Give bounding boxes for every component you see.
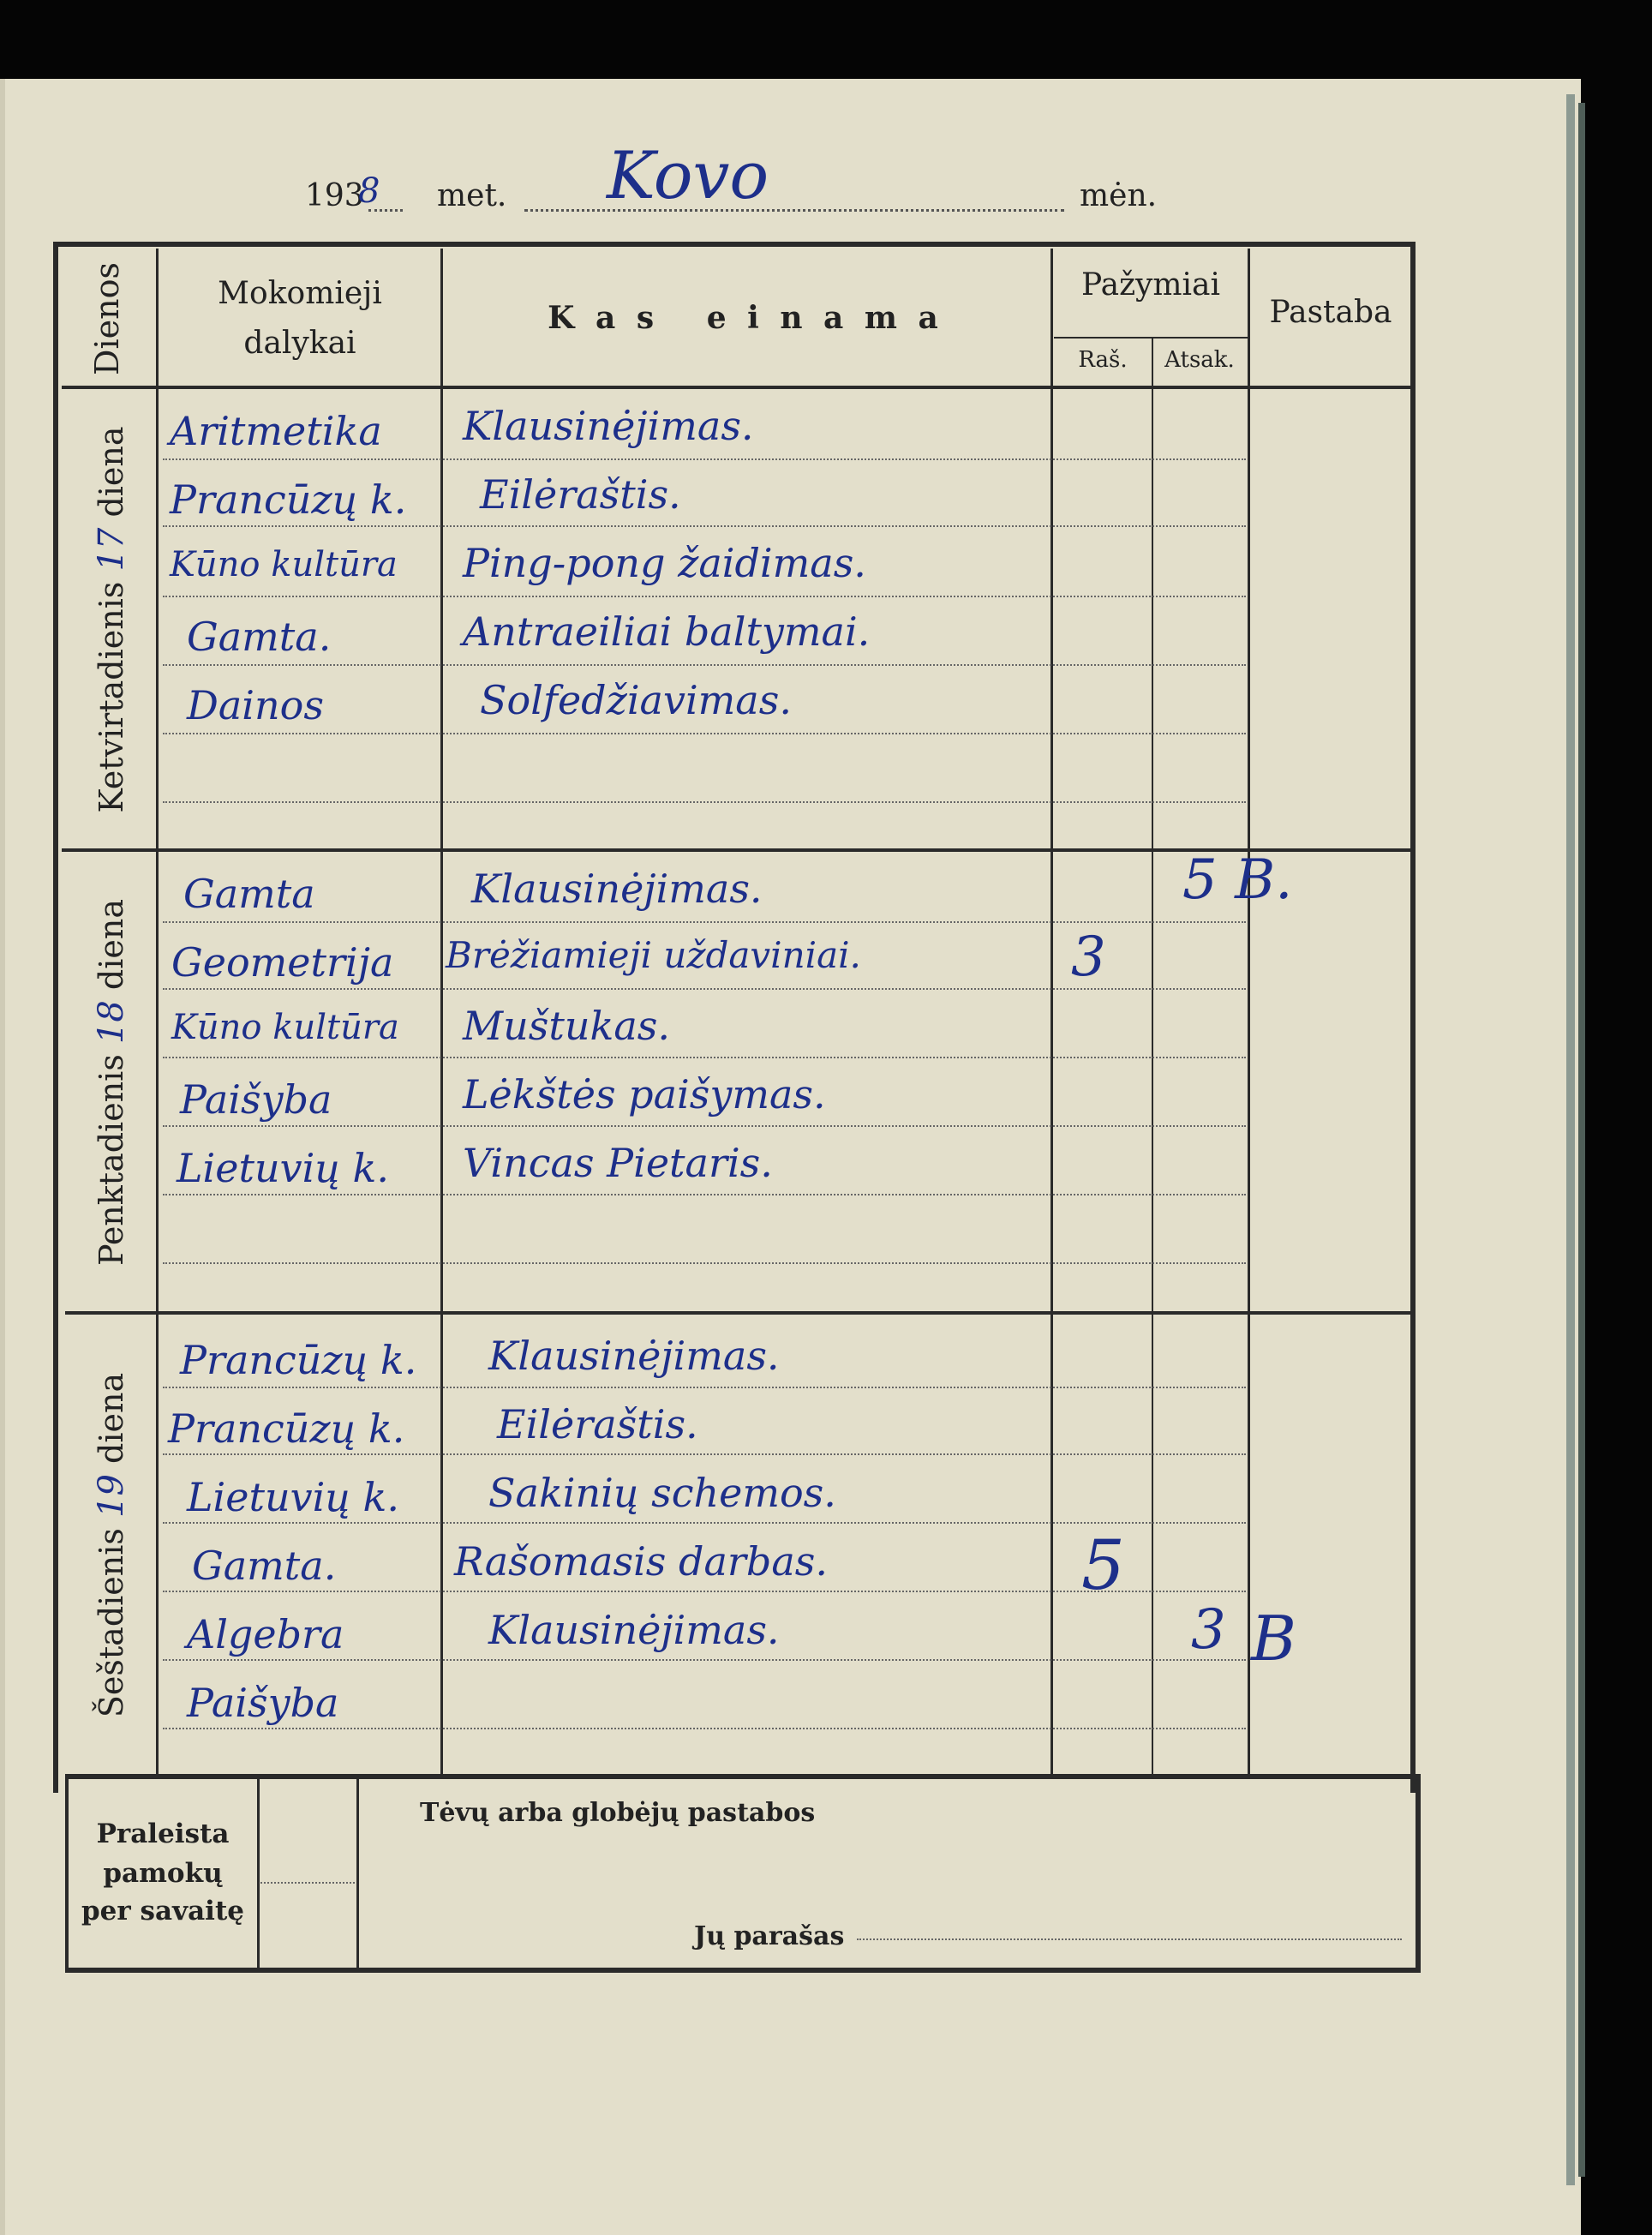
met-label: met.	[437, 178, 507, 213]
topic: Rašomasis darbas.	[454, 1538, 828, 1585]
note-grade: B	[1251, 1603, 1296, 1675]
topic: Sakinių schemos.	[488, 1470, 836, 1516]
topic: Lėkštės paišymas.	[463, 1071, 826, 1118]
day-date: 19	[92, 1474, 131, 1518]
col-note: Pastaba	[1269, 295, 1392, 330]
topic: Klausinėjimas.	[488, 1607, 780, 1653]
missed-label-1: Praleista	[96, 1819, 230, 1849]
month-name: Kovo	[607, 137, 769, 213]
topic: Eilėraštis.	[497, 1401, 698, 1447]
subject: Kūno kultūra	[171, 1008, 399, 1047]
topic: Ping-pong žaidimas.	[463, 540, 866, 586]
col-days: Dienos	[88, 262, 126, 375]
topic: Antraeiliai baltymai.	[463, 608, 871, 655]
subject: Lietuvių k.	[187, 1474, 400, 1520]
subject: Aritmetika	[170, 408, 382, 454]
col-topic: K a s e i n a m a	[548, 300, 943, 336]
topic: Klausinėjimas.	[488, 1333, 780, 1379]
topic: Klausinėjimas.	[463, 403, 754, 449]
day-label	[92, 885, 131, 1279]
weekday: Penktadienis	[93, 1054, 130, 1267]
subject: Dainos	[187, 682, 324, 728]
day-date: 18	[92, 1000, 131, 1045]
topic: Eilėraštis.	[480, 471, 681, 518]
subject: Prancūzų k.	[180, 1337, 417, 1383]
note-grade: 5 B.	[1182, 848, 1293, 912]
subject: Gamta.	[192, 1543, 337, 1589]
col-grades: Pažymiai	[1081, 267, 1220, 303]
day-suffix: diena	[93, 1372, 130, 1464]
subject: Geometrija	[171, 939, 394, 986]
year-prefix: 193	[305, 178, 364, 213]
written-grade: 3	[1071, 926, 1106, 989]
subject: Prancūzų k.	[170, 476, 407, 523]
subject: Paišyba	[180, 1076, 332, 1123]
col-oral: Atsak.	[1164, 347, 1235, 373]
col-written: Raš.	[1078, 347, 1128, 373]
topic: Brėžiamieji uždaviniai.	[446, 934, 861, 976]
day-suffix: diena	[93, 426, 130, 518]
subject: Kūno kultūra	[170, 545, 398, 584]
topic: Muštukas.	[463, 1003, 670, 1049]
written-grade: 5	[1081, 1525, 1125, 1605]
day-date: 17	[92, 527, 131, 572]
month-dots	[524, 209, 1064, 212]
day-suffix: diena	[93, 898, 130, 991]
year-dots	[368, 209, 403, 212]
subject: Algebra	[187, 1611, 344, 1657]
topic: Vincas Pietaris.	[463, 1140, 773, 1186]
year-digit: 8	[358, 171, 380, 211]
missed-label-2: pamokų	[103, 1858, 223, 1889]
missed-label-3: per savaitę	[81, 1896, 244, 1926]
men-label: mėn.	[1080, 178, 1158, 213]
subject: Gamta.	[187, 614, 332, 660]
weekday: Ketvirtadienis	[93, 581, 130, 813]
signature-label: Jų parašas	[694, 1921, 845, 1951]
parents-notes-label: Tėvų arba globėjų pastabos	[420, 1798, 816, 1828]
oral-grade: 3	[1191, 1598, 1226, 1662]
subject: Gamta	[183, 871, 315, 917]
subject: Lietuvių k.	[177, 1145, 390, 1191]
day-label	[92, 1348, 131, 1742]
topic: Klausinėjimas.	[471, 866, 763, 912]
page-edge	[1566, 94, 1575, 2185]
day-label	[92, 422, 131, 817]
topic: Solfedžiavimas.	[480, 677, 792, 723]
col-subjects-2: dalykai	[243, 326, 356, 361]
weekday: Šeštadienis	[93, 1528, 130, 1718]
page-edge-shadow	[1578, 103, 1585, 2177]
subject: Prancūzų k.	[168, 1405, 405, 1452]
subject: Paišyba	[187, 1680, 339, 1726]
col-subjects-1: Mokomieji	[218, 276, 382, 311]
